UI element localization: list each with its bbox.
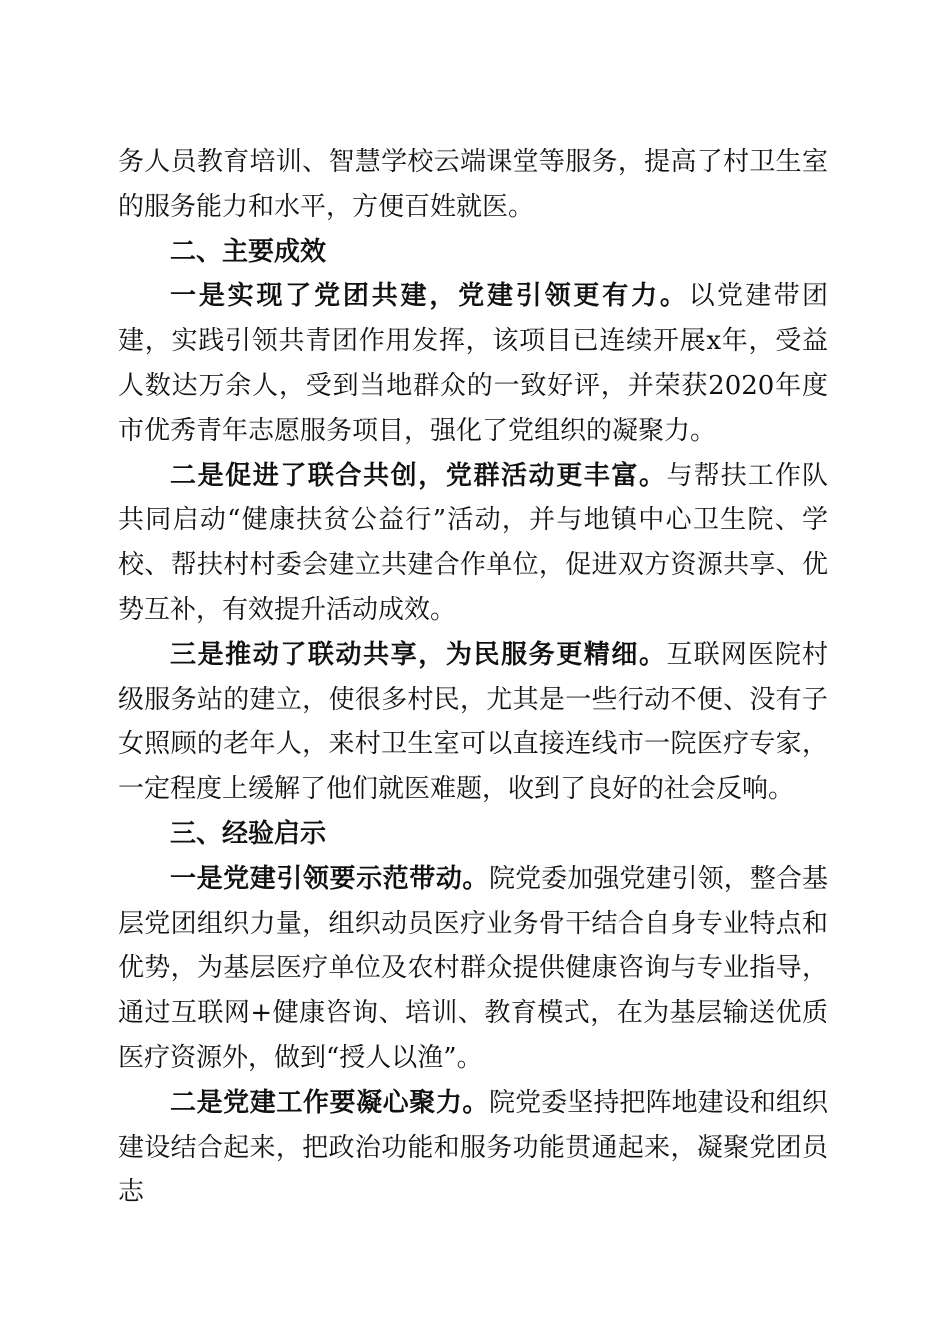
result-lead-3: 三是推动了联动共享，为民服务更精细。 [170,639,667,670]
result-body-3: 互联网医院村级服务站的建立，使很多村民，尤其是一些行动不便、没有子女照顾的老年人，来村卫生室可以直接连线市一院医疗专家，一定程度上缓解了他们就医难题，收到了良好的社会反响。 [118,639,828,805]
lesson-paragraph-1 [118,857,828,1081]
result-lead-1: 一是实现了党团共建，党建引领更有力。 [170,281,689,312]
lesson-body-2: 院党委坚持把阵地建设和组织建设结合起来，把政治功能和服务功能贯通起来，凝聚党团员志 [118,1087,828,1208]
result-body-1: 以党建带团建，实践引领共青团作用发挥，该项目已连续开展x年，受益人数达万余人，受到当地群众的一致好评，并荣获2020年度市优秀青年志愿服务项目，强化了党组织的凝聚力。 [118,281,828,446]
result-lead-2: 二是促进了联合共创，党群活动更丰富。 [170,460,667,491]
result-paragraph-2 [118,454,828,633]
lesson-lead-1: 一是党建引领要示范带动。 [170,863,489,894]
lesson-lead-2: 二是党建工作要凝心聚力。 [170,1087,489,1118]
section-heading-lessons: 三、经验启示 [170,818,327,849]
lesson-paragraph-2 [118,1081,828,1215]
result-paragraph-1 [118,274,828,453]
section-heading-main-results: 二、主要成效 [170,236,327,267]
result-body-2: 与帮扶工作队共同启动“健康扶贫公益行”活动，并与地镇中心卫生院、学校、帮扶村村委会建立共建合作单位，促进双方资源共享、优势互补，有效提升活动成效。 [118,460,828,625]
lesson-body-1: 院党委加强党建引领，整合基层党团组织力量，组织动员医疗业务骨干结合自身专业特点和优势，为基层医疗单位及农村群众提供健康咨询与专业指导，通过互联网+健康咨询、培训、教育模式，在为基层输送优质医疗资源外，做到“授人以渔”。 [118,863,828,1073]
result-paragraph-3 [118,633,828,812]
intro-paragraph: 务人员教育培训、智慧学校云端课堂等服务，提高了村卫生室的服务能力和水平，方便百姓就医。 [118,147,828,222]
document-body [118,140,828,1215]
